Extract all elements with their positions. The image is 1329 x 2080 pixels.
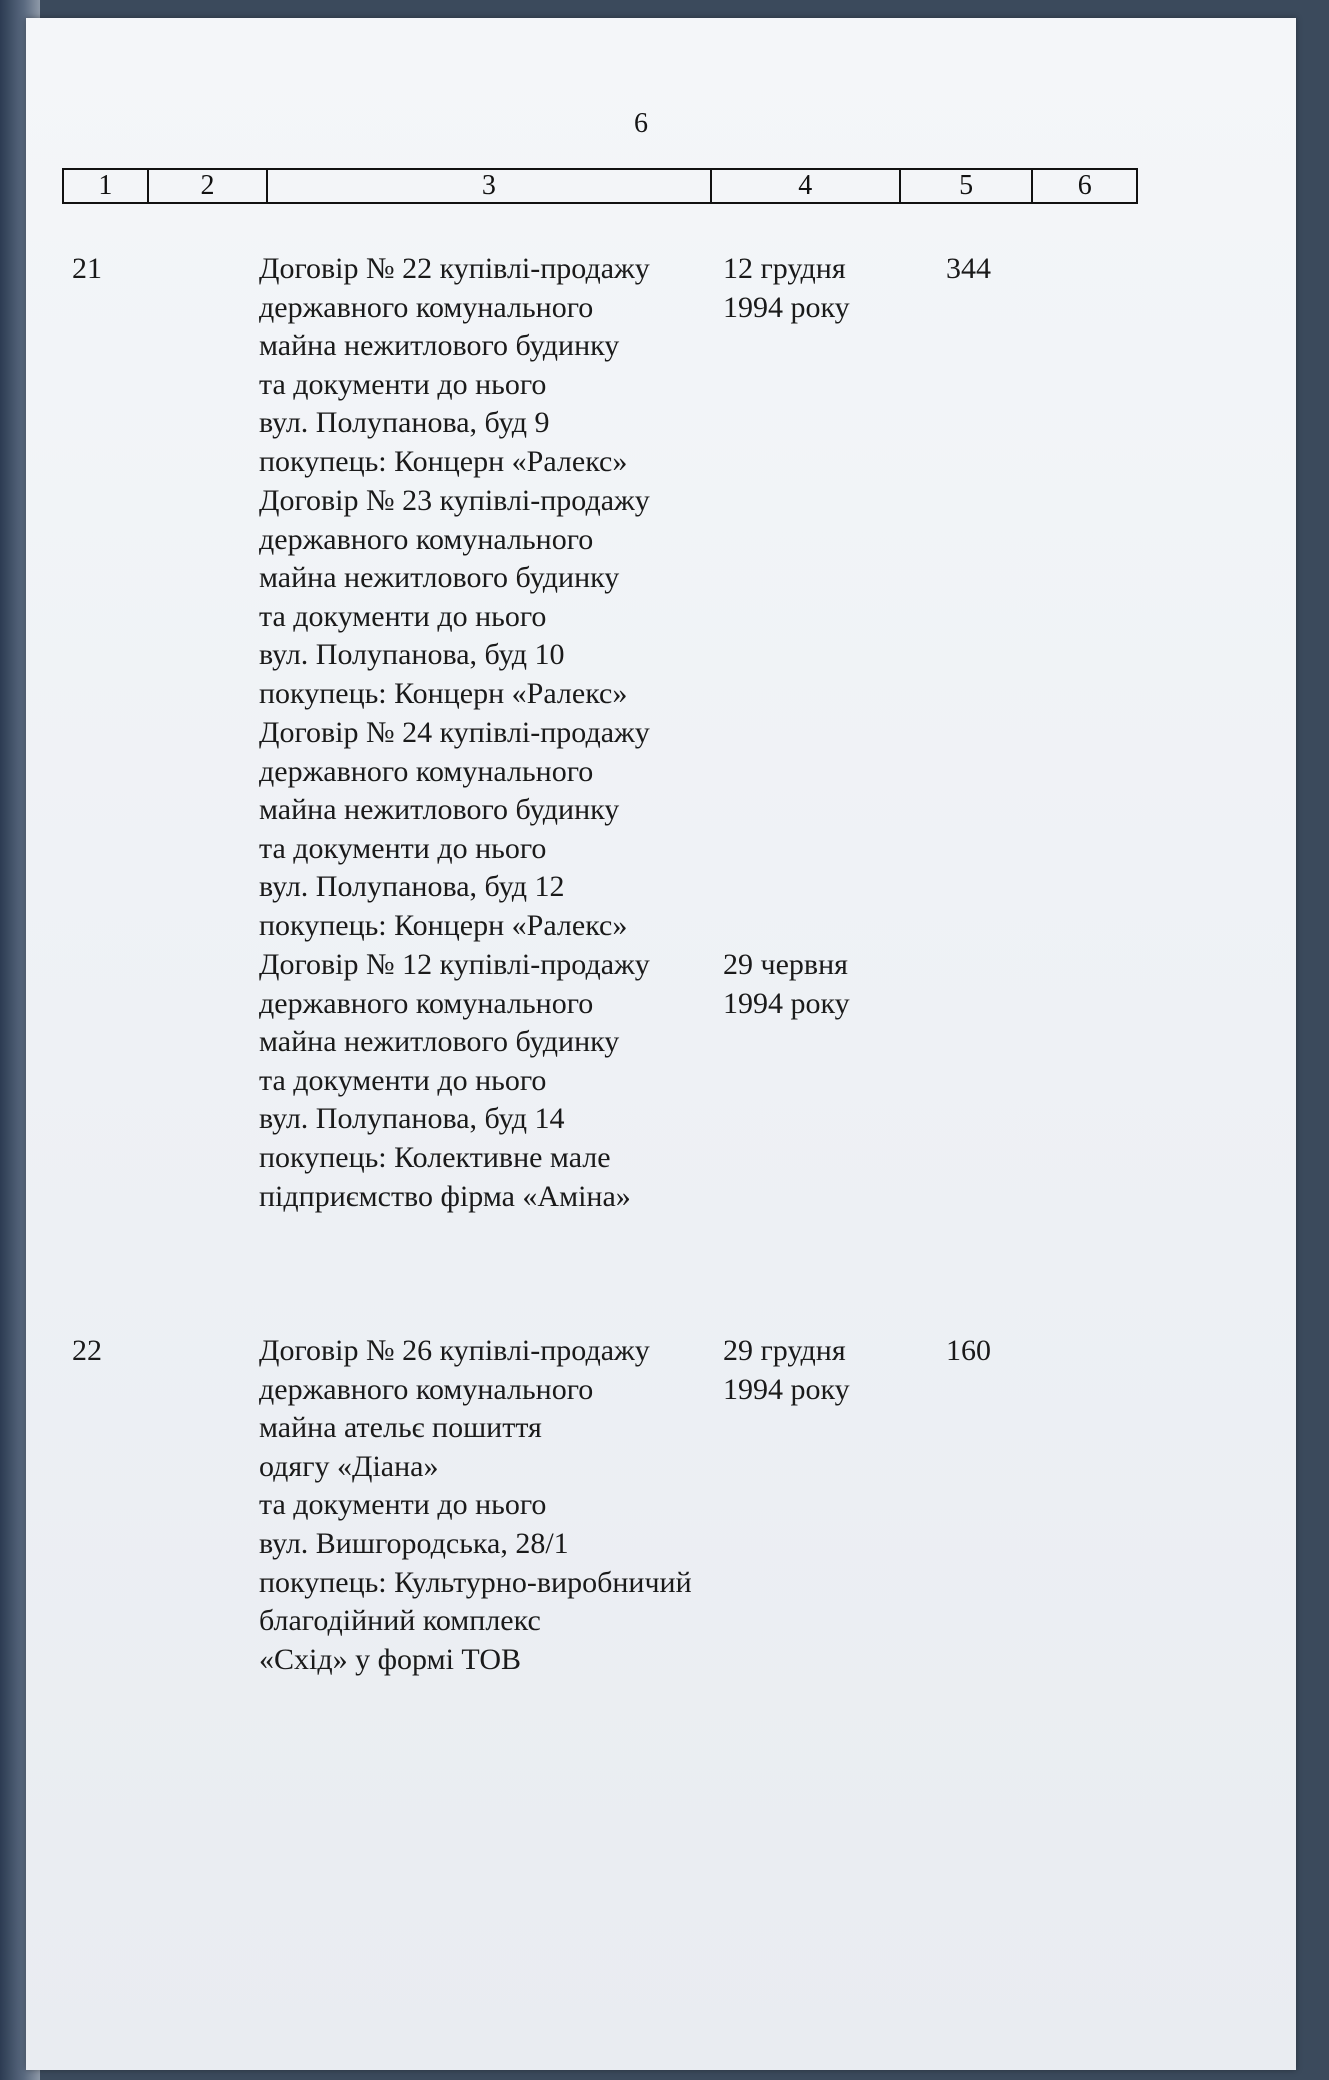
entry-number: 21 xyxy=(72,252,102,285)
column-header-5: 5 xyxy=(901,170,1034,202)
column-header-2: 2 xyxy=(149,170,269,202)
column-header-4: 4 xyxy=(712,170,901,202)
page-number: 6 xyxy=(634,108,648,139)
document-description: Договір № 22 купівлі-продажу державного комунального майна нежитлового будинку та документи до нього вул. Полупанова, буд 9 покупець: Концерн «Ралекс» xyxy=(259,252,650,478)
document-date: 29 грудня 1994 року xyxy=(723,1334,850,1406)
document-description: Договір № 23 купівлі-продажу державного комунального майна нежитлового будинку та документи до нього вул. Полупанова, буд 10 покупець: Концерн «Ралекс» xyxy=(259,484,650,710)
entry-number: 22 xyxy=(72,1334,102,1367)
document-page xyxy=(26,18,1296,2070)
column-header-1: 1 xyxy=(64,170,149,202)
column-header-3: 3 xyxy=(268,170,711,202)
document-description: Договір № 24 купівлі-продажу державного комунального майна нежитлового будинку та документи до нього вул. Полупанова, буд 12 покупець: Концерн «Ралекс» xyxy=(259,716,650,942)
page-count: 344 xyxy=(946,252,991,285)
column-number-header xyxy=(62,168,1138,204)
page-count: 160 xyxy=(946,1334,991,1367)
column-header-6: 6 xyxy=(1077,170,1092,201)
document-description: Договір № 12 купівлі-продажу державного комунального майна нежитлового будинку та документи до нього вул. Полупанова, буд 14 покупець: Колективне мале підприємство фірма «Аміна» xyxy=(259,948,650,1213)
document-date: 12 грудня 1994 року xyxy=(723,252,850,324)
document-date: 29 червня 1994 року xyxy=(723,948,850,1020)
document-description: Договір № 26 купівлі-продажу державного комунального майна ательє пошиття одягу «Діана» та документи до нього вул. Вишгородська, 28/1 покупець: Культурно-виробничий благодійний комплекс «Схід» у формі ТОВ xyxy=(259,1334,692,1676)
